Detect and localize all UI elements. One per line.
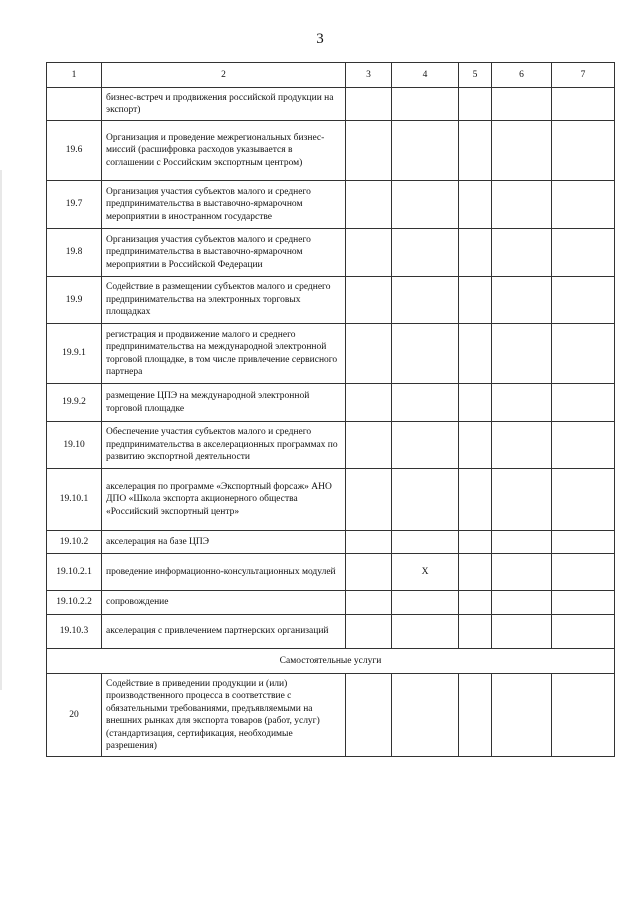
header-col-3: 3 (346, 63, 392, 88)
row-text: Содействие в размещении субъектов малого и среднего предпринимательства на электронных торговых площадках (102, 277, 346, 324)
row-text: Содействие в приведении продукции и (или) производственного процесса в соответствие с обязательными требованиями, предъявляемыми на внешних рынках для экспорта товаров (работ, услуг) (стандартизация, сертификация, необходимые разрешения) (102, 674, 346, 757)
row-text: размещение ЦПЭ на международной электронной торговой площадке (102, 384, 346, 422)
row-text: акселерация по программе «Экспортный форсаж» АНО ДПО «Школа экспорта акционерного общества «Российский экспортный центр» (102, 469, 346, 531)
row-number: 19.9 (47, 277, 102, 324)
row-text: Организация и проведение межрегиональных бизнес-миссий (расшифровка расходов указывается в соглашении с Российским экспортным центром) (102, 121, 346, 181)
row-col4 (392, 615, 459, 649)
table-row (47, 229, 615, 277)
row-number: 19.9.2 (47, 384, 102, 422)
row-col4 (392, 277, 459, 324)
scan-edge-shadow (0, 170, 2, 690)
table-row (47, 181, 615, 229)
row-text: акселерация на базе ЦПЭ (102, 531, 346, 554)
row-col4 (392, 422, 459, 469)
row-text: сопровождение (102, 591, 346, 615)
row-text: регистрация и продвижение малого и среднего предпринимательства на международной электронной торговой площадке, в том числе привлечение сервисного партнера (102, 324, 346, 384)
table-row (47, 469, 615, 531)
row-col4 (392, 591, 459, 615)
row-number: 19.10.2.2 (47, 591, 102, 615)
table-row (47, 384, 615, 422)
row-number: 19.9.1 (47, 324, 102, 384)
row-number: 19.8 (47, 229, 102, 277)
header-col-6: 6 (492, 63, 552, 88)
table-row (47, 531, 615, 554)
row-text: Организация участия субъектов малого и среднего предпринимательства в выставочно-ярмарочном мероприятии в Российской Федерации (102, 229, 346, 277)
row-col4 (392, 121, 459, 181)
table-row (47, 277, 615, 324)
table-row (47, 324, 615, 384)
header-col-1: 1 (47, 63, 102, 88)
row-col4 (392, 229, 459, 277)
table-row (47, 121, 615, 181)
row-col4 (392, 324, 459, 384)
row-col4 (392, 674, 459, 757)
row-text: бизнес-встреч и продвижения российской продукции на экспорт) (102, 88, 346, 121)
header-row (47, 63, 615, 88)
table-row (47, 591, 615, 615)
row-col4: Х (392, 554, 459, 591)
row-number: 19.10 (47, 422, 102, 469)
header-col-7: 7 (552, 63, 615, 88)
row-col4 (392, 384, 459, 422)
row-col4 (392, 181, 459, 229)
row-number: 19.10.2 (47, 531, 102, 554)
page-number: 3 (316, 31, 324, 47)
row-number: 19.10.3 (47, 615, 102, 649)
row-text: Обеспечение участия субъектов малого и среднего предпринимательства в акселерационных программах по развитию экспортной деятельности (102, 422, 346, 469)
row-text: проведение информационно-консультационных модулей (102, 554, 346, 591)
table-row (47, 88, 615, 121)
row-number: 19.7 (47, 181, 102, 229)
row-number: 19.10.1 (47, 469, 102, 531)
header-col-2: 2 (102, 63, 346, 88)
services-table (46, 62, 615, 757)
row-number: 20 (47, 674, 102, 757)
row-text: Организация участия субъектов малого и среднего предпринимательства в выставочно-ярмарочном мероприятии в иностранном государстве (102, 181, 346, 229)
row-col4 (392, 531, 459, 554)
row-col4 (392, 88, 459, 121)
row-text: акселерация с привлечением партнерских организаций (102, 615, 346, 649)
table-row (47, 554, 615, 591)
row-number: 19.6 (47, 121, 102, 181)
header-col-4: 4 (392, 63, 459, 88)
row-col4 (392, 469, 459, 531)
table-row (47, 422, 615, 469)
header-col-5: 5 (459, 63, 492, 88)
row-number: 19.10.2.1 (47, 554, 102, 591)
table-row (47, 674, 615, 757)
section-row (47, 649, 615, 674)
row-number (47, 88, 102, 121)
section-title: Самостоятельные услуги (47, 649, 615, 674)
table-row (47, 615, 615, 649)
